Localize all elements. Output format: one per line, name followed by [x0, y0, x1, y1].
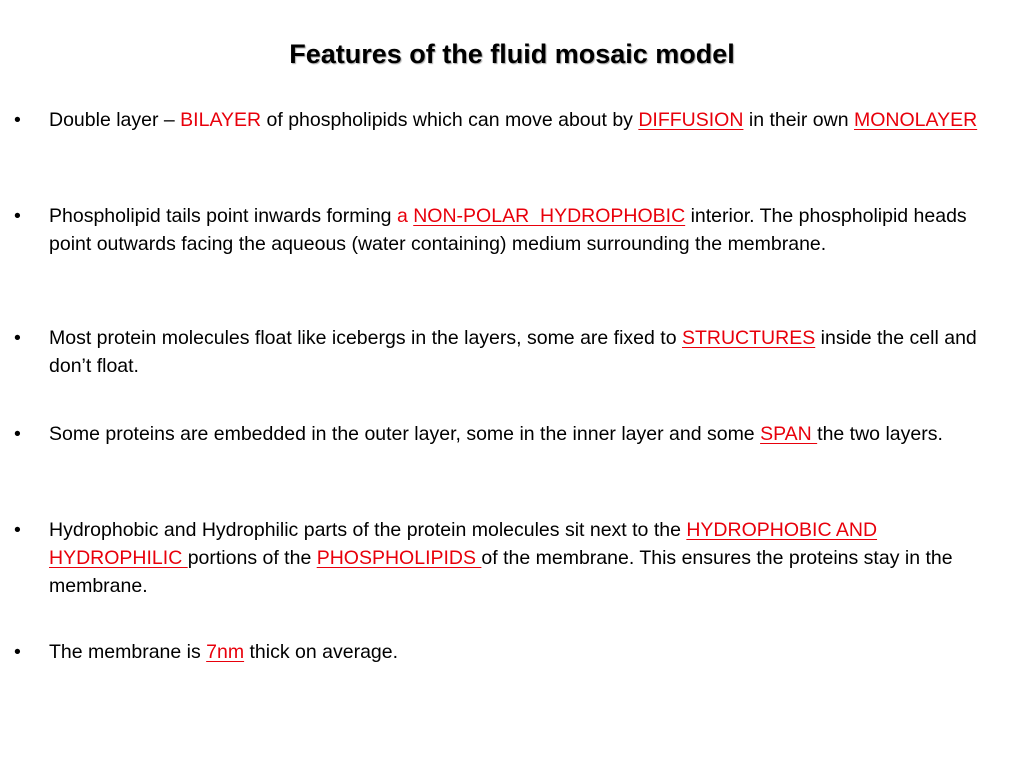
bullet-text: Some proteins are embedded in the outer layer, some in the inner layer and some — [49, 423, 761, 445]
bullet-item-hydrophobic-parts — [0, 516, 1024, 600]
keyword-phospholipids: PHOSPHOLIPIDS — [316, 547, 482, 569]
bullet-text: The membrane is — [49, 641, 207, 663]
keyword-bilayer: BILAYER — [180, 109, 262, 131]
keyword-span: SPAN — [760, 423, 818, 445]
bullet-dot-icon: • — [14, 205, 21, 227]
bullet-text: in their own — [743, 109, 854, 131]
bullet-text: Most protein molecules float like icebergs in the layers, some are fixed to — [49, 327, 682, 349]
bullet-text: Phospholipid tails point inwards forming — [49, 205, 397, 227]
keyword-monolayer: MONOLAYER — [854, 109, 978, 131]
bullet-dot-icon: • — [14, 327, 21, 349]
slide-title: Features of the fluid mosaic model — [289, 39, 735, 69]
bullet-dot-icon: • — [14, 641, 21, 663]
bullet-text: Double layer – — [49, 109, 181, 131]
keyword-a: a — [396, 205, 408, 227]
bullet-text: inside the cell and don’t float. — [49, 327, 977, 377]
keyword-non-polar-hydrophobic: NON-POLAR HYDROPHOBIC — [413, 205, 686, 227]
bullet-item-tails — [0, 202, 1024, 258]
bullet-text: of phospholipids which can move about by — [261, 109, 639, 131]
bullet-text: of the membrane. This ensures the proteins stay in the membrane. — [49, 547, 953, 597]
bullet-item-thickness — [0, 638, 428, 666]
keyword-7nm: 7nm — [206, 641, 245, 663]
keyword-structures: STRUCTURES — [681, 327, 816, 349]
bullet-item-embedded — [0, 420, 973, 448]
bullet-dot-icon: • — [14, 423, 21, 445]
keyword-diffusion: DIFFUSION — [638, 109, 744, 131]
bullet-text: the two layers. — [817, 423, 943, 445]
bullet-text: Hydrophobic and Hydrophilic parts of the protein molecules sit next to the — [49, 519, 687, 541]
bullet-text: portions of the — [187, 547, 317, 569]
bullet-item-bilayer — [0, 106, 1007, 134]
bullet-dot-icon: • — [14, 519, 21, 541]
bullet-item-icebergs — [0, 324, 1024, 380]
keyword-hydrophobic-and-hydrophilic: HYDROPHOBIC AND HYDROPHILIC — [49, 519, 878, 569]
bullet-text: interior. The phospholipid heads point outwards facing the aqueous (water containing) medium surrounding the membrane. — [49, 205, 967, 255]
bullet-dot-icon: • — [14, 109, 21, 131]
bullet-text: thick on average. — [244, 641, 399, 663]
